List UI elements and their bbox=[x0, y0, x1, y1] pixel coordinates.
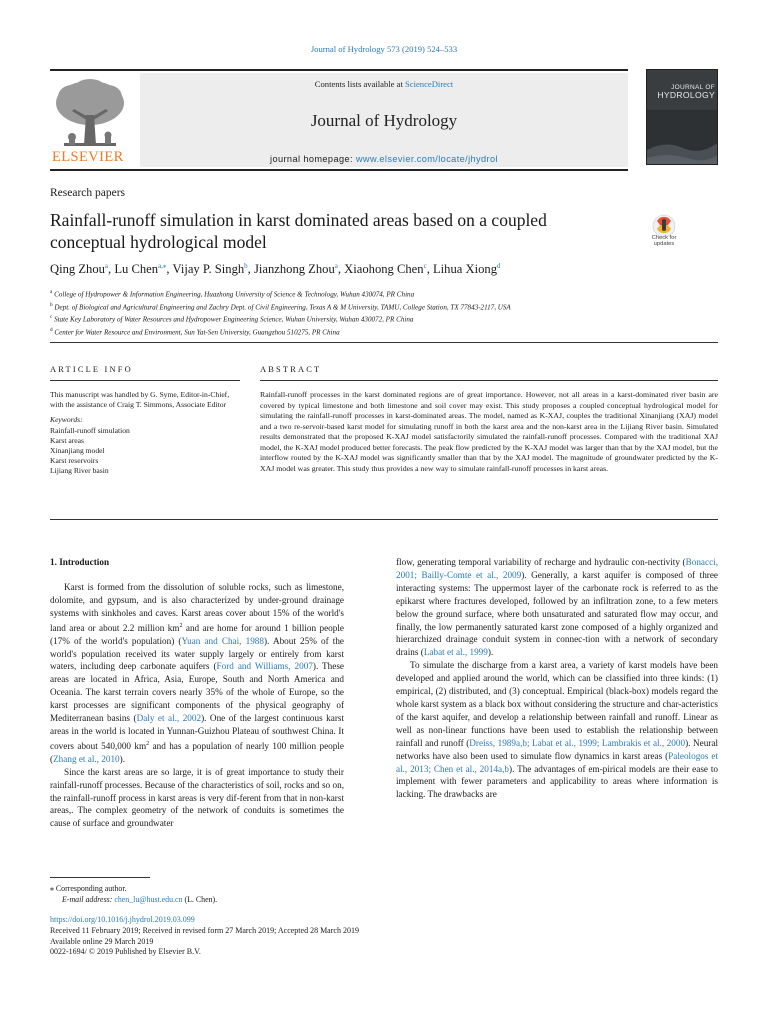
journal-reference[interactable]: Journal of Hydrology 573 (2019) 524–533 bbox=[310, 44, 458, 54]
copyright: 0022-1694/ © 2019 Published by Elsevier B.V. bbox=[50, 947, 201, 957]
divider bbox=[50, 380, 240, 381]
author[interactable]: Jianzhong Zhou$^a$, bbox=[253, 262, 345, 277]
paragraph: Karst is formed from the dissolution of soluble rocks, such as limestone, dolomite, and gypsum, and is also characterized by under-ground drainage systems with sinkholes and caves. Karst areas cover about 15% of the world's land area or about 2.2 million $km^2$ and are home for around 1 billion people (17% of the world's population) (Yuan and Chai, 1988). About 25% of the world's population received its water supply largely or entirely from karst waters, including deep carbonate aquifers (Ford and Williams, 2007). These areas are located in Africa, Asia, Europe, South and North America and Oceania. The karst terrain covers nearly 35% of the whole of Europe, so the karst processes are significant components of the physical geography of Mediterranean basins (Daly et al., 2002). One of the largest continuous karst areas in the world is located in Yunnan-Guizhou Plateau of southwest China. It covers about 540,000 $km^2$ and has a population of nearly 100 million people (Zhang et al., 2010). bbox=[50, 581, 345, 764]
author[interactable]: Lu Chen$^{a,⁎}$, bbox=[114, 262, 173, 277]
article-metadata bbox=[50, 915, 550, 958]
cover-art bbox=[647, 110, 718, 165]
citation-link[interactable]: Dreiss, 1989a,b; Labat et al., 1999; Lambrakis et al., 2000 bbox=[469, 737, 686, 748]
journal-title: Journal of Hydrology bbox=[310, 111, 458, 130]
footnote-rule bbox=[50, 877, 150, 878]
author[interactable]: Vijay P. Singh$^b$, bbox=[172, 262, 254, 277]
journal-cover-thumbnail[interactable] bbox=[646, 69, 718, 165]
paragraph: flow, generating temporal variability of recharge and hydraulic con-nectivity (Bonacci, 2001; Bailly-Comte et al., 2009). Generally, a karst aquifer is composed of three interacting systems: The uppermost layer of the carbonate rock is referred to as the epikarst where fractures developed, followed by an infiltration zone, to a few meters below the ground surface, where both unsaturated and saturated flow may occur, and finally, the low permanently saturated karst zone composed of a highly organized and hierarchized drainage conduit system in connec-tion with a network of secondary drains (Labat et al., 1999). bbox=[396, 557, 718, 658]
homepage-line: journal homepage: www.elsevier.com/locate/jhydrol bbox=[270, 154, 498, 164]
journal-masthead bbox=[50, 69, 718, 170]
keyword: Lijiang River basin bbox=[50, 466, 109, 476]
affiliation: $^a$ College of Hydropower & Information Engineering, Huazhong University of Science & Technology, Wuhan 430074, PR China bbox=[50, 289, 415, 299]
cover-title: JOURNAL OF HYDROLOGY bbox=[657, 84, 715, 100]
affiliations bbox=[50, 287, 718, 337]
email-link[interactable]: chen_lu@hust.edu.cn bbox=[114, 895, 183, 904]
corresponding-author-note: ⁎ Corresponding author. bbox=[50, 884, 127, 893]
author-list bbox=[50, 262, 718, 277]
check-for-updates-label: Check for updates bbox=[651, 235, 677, 248]
keyword: Karst reservoirs bbox=[50, 456, 99, 466]
homepage-link[interactable]: www.elsevier.com/locate/jhydrol bbox=[355, 154, 498, 164]
contents-line: Contents lists available at ScienceDirect bbox=[314, 79, 454, 89]
doi-link[interactable]: https://doi.org/10.1016/j.jhydrol.2019.03.099 bbox=[50, 915, 195, 924]
paragraph: Since the karst areas are so large, it is of great importance to study their rainfall-runoff processes. Because of the characteristics of soil, rocks and so on, the rainfall-runoff process in karst areas is very dif-ferent from that in non-karst areas,. The complex geometry of the network of conduits is sometimes the cause of surface and groundwater bbox=[50, 766, 344, 829]
divider bbox=[260, 380, 718, 381]
author[interactable]: Xiaohong Chen$^c$, bbox=[344, 262, 433, 277]
article-title: Rainfall-runoff simulation in karst dominated areas based on a coupled conceptual hydrological model bbox=[50, 210, 547, 252]
author[interactable]: Qing Zhou$^a$, bbox=[50, 262, 115, 277]
citation-link[interactable]: Labat et al., 1999 bbox=[423, 647, 488, 658]
email-line: E-mail address: chen_lu@hust.edu.cn (L. Chen). bbox=[62, 895, 218, 904]
masthead-top-rule bbox=[50, 69, 628, 71]
citation-link[interactable]: Bonacci, 2001; Bailly-Comte et al., 2009 bbox=[396, 557, 718, 580]
citation-link[interactable]: Daly et al., 2002 bbox=[136, 713, 202, 724]
divider bbox=[50, 519, 718, 520]
article-info bbox=[50, 390, 240, 477]
sciencedirect-link[interactable]: ScienceDirect bbox=[405, 79, 454, 89]
keyword: Xinanjiang model bbox=[50, 446, 105, 456]
keywords-label: Keywords: bbox=[50, 415, 83, 425]
abstract-heading: ABSTRACT bbox=[260, 365, 322, 374]
author[interactable]: Lihua Xiong$^d$ bbox=[432, 262, 501, 277]
paragraph: To simulate the discharge from a karst area, a variety of karst models have been developed and applied around the world, which can be classified into three kinds: (1) empirical, (2) distributed, and (3) conceptual. Empirical (black-box) models regard the whole karst system as a black box without considering the structure and char-acteristics of the karst aquifer, and develop a relationship between rainfall and runoff. Linear as well as non-linear functions have been used to establish the relationship between rainfall and runoff (Dreiss, 1989a,b; Labat et al., 1999; Lambrakis et al., 2000). Neural networks have also been used to simulate flow dynamics in karst areas (Paleologos et al., 2013; Chen et al., 2014a,b). The advantages of em-pirical models are their ease to implement with fewer parameters and applicability to areas where information is lacking. The drawbacks are bbox=[396, 660, 718, 800]
masthead-bottom-rule bbox=[50, 169, 628, 171]
affiliation: $^d$ Center for Water Resource and Environment, Sun Yat-Sen University, Guangzhou 510275, PR China bbox=[50, 326, 340, 337]
available-online: Available online 29 March 2019 bbox=[50, 936, 154, 946]
section-label: Research papers bbox=[50, 187, 126, 199]
body-column-right bbox=[396, 556, 718, 801]
keyword: Rainfall-runoff simulation bbox=[50, 425, 130, 435]
footnote bbox=[50, 883, 350, 905]
keyword: Karst areas bbox=[50, 435, 84, 445]
journal-banner bbox=[140, 73, 628, 167]
publisher-name: ELSEVIER bbox=[52, 149, 124, 165]
body-column-left bbox=[50, 556, 344, 830]
received-dates: Received 11 February 2019; Received in revised form 27 March 2019; Accepted 28 March 2019 bbox=[50, 925, 359, 935]
affiliation: $^b$ Dept. of Biological and Agricultural Engineering and Zachry Dept. of Civil Engineering, Texas A & M University, TAMU, College Station, TX 77843-2117, USA bbox=[50, 301, 511, 311]
article-info-heading: ARTICLE INFO bbox=[50, 365, 133, 374]
citation-link[interactable]: Yuan and Chai, 1988 bbox=[181, 635, 264, 646]
citation-link[interactable]: Zhang et al., 2010 bbox=[53, 753, 120, 764]
handled-by-note: This manuscript was handled by G. Syme, Editor-in-Chief, with the assistance of Craig T. Simmons, Associate Editor bbox=[50, 390, 230, 410]
section-heading: 1. Introduction bbox=[50, 557, 110, 567]
citation-link[interactable]: Paleologos et al., 2013; Chen et al., 2014a,b bbox=[396, 750, 718, 774]
abstract-text: Rainfall-runoff processes in the karst dominated regions are of great importance. However, not all areas in a karst-dominated river basin are covered by typical limestone and both limestone and soil cover may exist. This study proposes a coupled conceptual hydrological model for simulating the rainfall-runoff processes in karst-dominated areas. The model, named as K-XAJ, couples the traditional Xinanjiang (XAJ) model and a two re-servoir-based karst model for simulating runoff in both the karst area and the non-karst area in the Lijiang River basin. Simulated results demonstrated that the proposed K-XAJ model satisfactorily simulated the rainfall-runoff processes. Compared with the traditional XAJ model, the K-XAJ model produced better forecasts. The peak flow predicted by the K-XAJ model was larger than that by the XAJ model, but the interflow routed by the K-XAJ model was significantly smaller than that by the XAJ model. The magnitude of groundwater predicted by the K-XAJ model was greater. This study thus provides a new way to simulate rainfall-runoff processes in karst areas. bbox=[260, 390, 718, 473]
citation-link[interactable]: Ford and Williams, 2007 bbox=[216, 661, 313, 672]
divider bbox=[50, 342, 718, 343]
affiliation: $^c$ State Key Laboratory of Water Resources and Hydropower Engineering Science, Wuhan University, Wuhan 430072, PR China bbox=[50, 314, 414, 324]
